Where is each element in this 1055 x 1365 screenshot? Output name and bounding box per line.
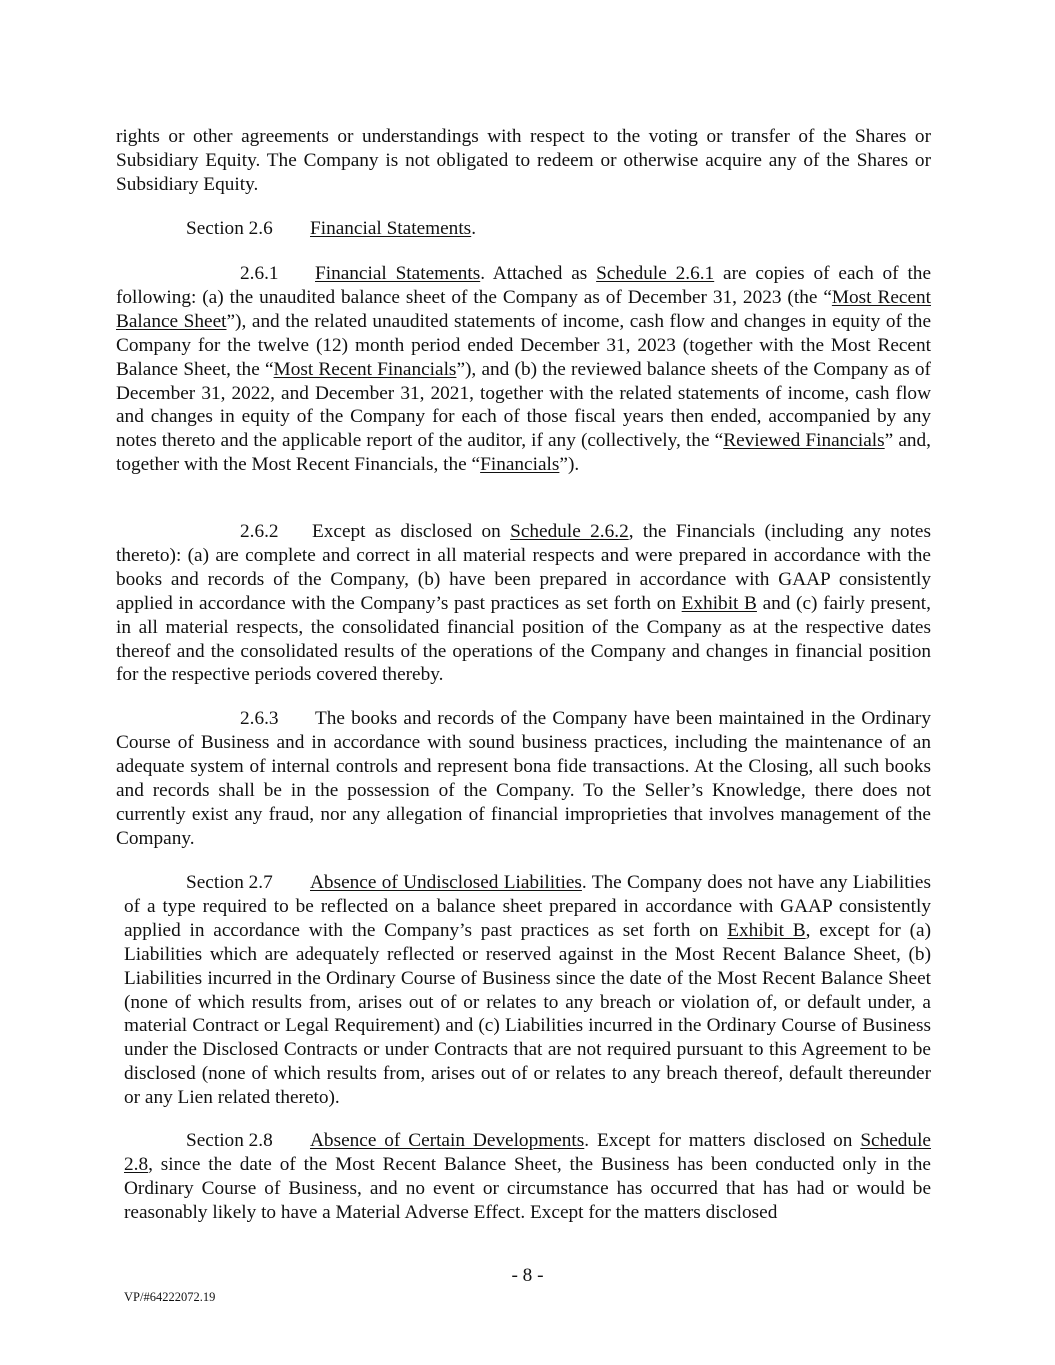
paragraph-2-6-2-number: 2.6.2 — [240, 521, 279, 542]
section-2-6-title: Financial Statements — [310, 218, 472, 239]
term-most-recent-balance-sheet: Most Recent Balance Sheet — [116, 286, 931, 332]
section-2-8-number: Section 2.8 — [186, 1130, 273, 1151]
term-reviewed-financials: Reviewed Financials — [723, 430, 885, 452]
paragraph-2-6-1-number: 2.6.1 — [240, 263, 279, 284]
section-2-7 — [124, 871, 931, 1110]
section-2-7-text-2: , except for (a) Liabilities which are adequately reflected or reserved against in the Most Recent Balance Sheet, (b) Liabilities incurred in the Ordinary Course of Business since the date of the Most Recent Balance Sheet (none of which results from, arises out of or relates to any breach or violation of, or default under, a material Contract or Legal Requirement) and (c) Liabilities incurred in the Ordinary Course of Business under the Disclosed Contracts or under Contracts that are not required pursuant to this Agreement to be disclosed (none of which results from, arises out of or relates to any breach thereof, default thereunder or any Lien related thereto). — [124, 919, 931, 1109]
exhibit-b-ref-2: Exhibit B — [727, 919, 806, 941]
section-2-8-text-2: , since the date of the Most Recent Balance Sheet, the Business has been conducted only in the Ordinary Course of Business, and no event or circumstance has occurred that has had or would be reasonably likely to have a Material Adverse Effect. Except for the matters disclosed — [124, 1153, 931, 1223]
paragraph-2-6-1-text-6: ”). — [559, 454, 580, 476]
paragraph-2-6-3-text: The books and records of the Company have been maintained in the Ordinary Course of Business and in accordance with sound business practices, including the maintenance of an adequate system of internal controls and represent bona fide transactions. At the Closing, all such books and records shall be in the possession of the Company. To the Seller’s Knowledge, there does not currently exist any fraud, nor any allegation of financial improprieties that involves management of the Company. — [116, 708, 931, 849]
term-financials: Financials — [480, 454, 560, 476]
intro-paragraph — [116, 125, 931, 197]
paragraph-2-6-3 — [116, 707, 931, 850]
section-2-7-text-1: . The Company does not have any Liabilities of a type required to be reflected on a balance sheet prepared in accordance with GAAP consistently applied in accordance with the Company’s past practices as set forth on — [124, 872, 931, 941]
paragraph-2-6-1-text-3: ”), and the related unaudited statements of income, cash flow and changes in equity of the Company for the twelve (12) month period ended December 31, 2023 (together with the Most Recent Balance Sheet, the “ — [116, 310, 932, 380]
paragraph-2-6-3-number: 2.6.3 — [240, 708, 279, 729]
page-number: - 8 - — [511, 1265, 544, 1286]
paragraph-2-6-1-text-1: . Attached as — [480, 263, 597, 284]
paragraph-2-6-1-text-4: ”), and (b) the reviewed balance sheets of the Company as of December 31, 2022, and December 31, 2021, together with the related statements of income, cash flow and changes in equity of the Company for each of those fiscal years then ended, accompanied by any notes thereto and the applicable report of the auditor, if any (collectively, the “ — [116, 358, 931, 452]
document-id-footer: VP/#64222072.19 — [124, 1290, 216, 1304]
paragraph-2-6-1 — [116, 262, 931, 477]
paragraph-2-6-1-text-5: ” and, together with the Most Recent Financials, the “ — [116, 430, 931, 476]
schedule-2-8-ref: Schedule 2.8 — [124, 1130, 931, 1175]
section-2-8 — [124, 1129, 931, 1225]
section-2-6-trail: . — [471, 218, 477, 239]
paragraph-2-6-1-text-2: are copies of each of the following: (a) the unaudited balance sheet of the Company as of December 31, 2023 (the “ — [116, 263, 931, 308]
schedule-2-6-2-ref: Schedule 2.6.2 — [510, 521, 629, 542]
paragraph-2-6-1-heading: Financial Statements — [315, 263, 481, 284]
section-2-8-text-1: . Except for matters disclosed on — [584, 1130, 861, 1151]
exhibit-b-ref: Exhibit B — [681, 592, 757, 614]
paragraph-2-6-2-text-3: and (c) fairly present, in all material respects, the consolidated financial position of the Company as at the respective dates thereof and the consolidated results of the operations of the Company and changes in financial position for the respective periods covered thereby. — [116, 592, 931, 686]
section-2-6-heading — [116, 217, 931, 241]
schedule-2-6-1-ref: Schedule 2.6.1 — [596, 263, 715, 284]
paragraph-2-6-2 — [116, 520, 931, 687]
intro-text: rights or other agreements or understandings with respect to the voting or transfer of the Shares or Subsidiary Equity. The Company is not obligated to redeem or otherwise acquire any of the Shares or Subsidiary Equity. — [116, 126, 931, 195]
paragraph-2-6-2-text-1: Except as disclosed on — [312, 521, 511, 542]
section-2-7-number: Section 2.7 — [186, 872, 273, 893]
section-2-7-title: Absence of Undisclosed Liabilities — [310, 872, 582, 893]
section-2-6-number: Section 2.6 — [186, 218, 273, 239]
term-most-recent-financials: Most Recent Financials — [273, 358, 457, 380]
section-2-8-title: Absence of Certain Developments — [310, 1130, 585, 1151]
paragraph-2-6-2-text-2: , the Financials (including any notes thereto): (a) are complete and correct in all material respects and were prepared in accordance with the books and records of the Company, (b) have been prepared in accordance with GAAP consistently applied in accordance with the Company’s past practices as set forth on — [116, 521, 931, 614]
